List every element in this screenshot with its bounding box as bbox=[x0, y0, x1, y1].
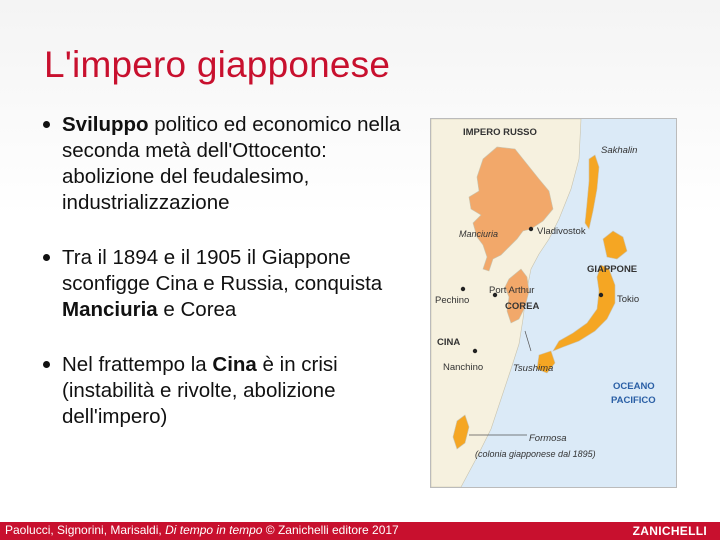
footer-authors: Paolucci, Signorini, Marisaldi, bbox=[5, 523, 166, 537]
footer-book-title: Di tempo in tempo bbox=[165, 523, 263, 537]
japan-map bbox=[430, 118, 677, 488]
slide-title: L'impero giapponese bbox=[44, 44, 391, 85]
bullet-text: e Corea bbox=[157, 298, 237, 321]
label-corea: COREA bbox=[505, 301, 540, 312]
bullet-bold: Cina bbox=[212, 353, 257, 376]
label-nanchino: Nanchino bbox=[443, 362, 484, 373]
vladivostok-dot bbox=[529, 227, 533, 231]
label-giappone: GIAPPONE bbox=[587, 264, 638, 275]
label-oceano: OCEANO bbox=[613, 381, 655, 392]
bullet-bold: Sviluppo bbox=[62, 113, 149, 136]
label-tsushima: Tsushima bbox=[513, 363, 554, 374]
bullet-dot-icon bbox=[43, 121, 50, 128]
label-cina: CINA bbox=[437, 337, 461, 348]
bullet-pre: Tra il 1894 e il 1905 il Giappone sconfigge Cina e Russia, conquista bbox=[62, 246, 383, 295]
label-impero-russo: IMPERO RUSSO bbox=[463, 127, 537, 138]
label-manciuria: Manciuria bbox=[459, 229, 499, 239]
nanchino-dot bbox=[473, 349, 477, 353]
bullet-pre: Nel frattempo la bbox=[62, 353, 213, 376]
label-sakhalin: Sakhalin bbox=[601, 145, 638, 156]
bullet-text: politico ed economico nella seconda metà dell'Ottocento: abolizione del feudalesimo, industrializzazione bbox=[62, 113, 401, 214]
label-pacifico: PACIFICO bbox=[611, 395, 656, 406]
bullet-item bbox=[40, 245, 410, 323]
label-port-arthur: Port Arthur bbox=[489, 285, 535, 296]
label-vladivostok: Vladivostok bbox=[537, 226, 586, 237]
bullet-list bbox=[40, 112, 410, 459]
bullet-item bbox=[40, 352, 410, 430]
tokio-dot bbox=[599, 293, 603, 297]
map-svg bbox=[431, 119, 676, 487]
bullet-text: è in crisi (instabilità e rivolte, abolizione dell'impero) bbox=[62, 353, 338, 428]
bullet-item bbox=[40, 112, 410, 216]
footer-credits bbox=[5, 523, 399, 537]
bullet-dot-icon bbox=[43, 254, 50, 261]
footer-publisher: © Zanichelli editore 2017 bbox=[262, 523, 399, 537]
pechino-dot bbox=[461, 287, 465, 291]
bullet-bold: Manciuria bbox=[62, 298, 158, 321]
label-pechino: Pechino bbox=[435, 295, 470, 306]
label-formosa: Formosa bbox=[529, 433, 567, 444]
label-formosa-note: (colonia giapponese dal 1895) bbox=[475, 449, 596, 459]
label-tokio: Tokio bbox=[617, 294, 640, 305]
footer-bar bbox=[0, 522, 720, 540]
zanichelli-logo: ZANICHELLI bbox=[632, 524, 707, 538]
bullet-dot-icon bbox=[43, 361, 50, 368]
